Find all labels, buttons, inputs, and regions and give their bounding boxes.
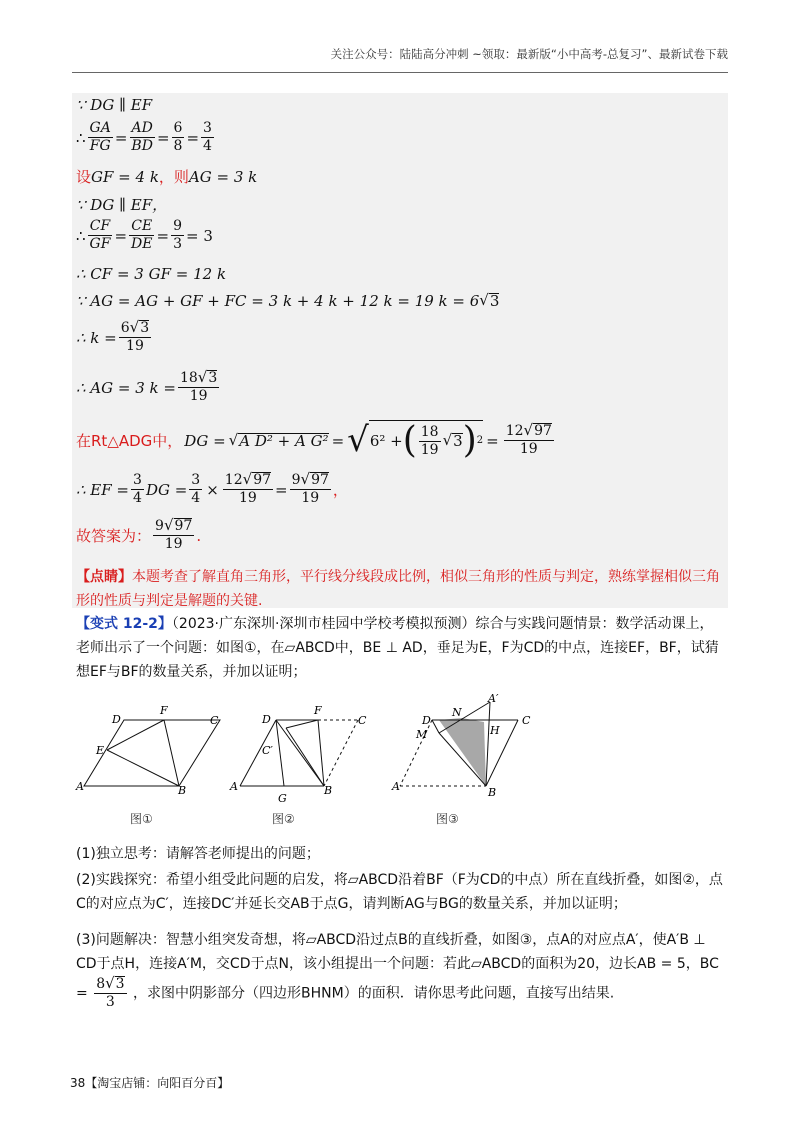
fraction: 8 √ 3 3: [96, 974, 125, 1010]
label-C: C: [358, 714, 367, 727]
figure-3-caption: 图③: [436, 812, 459, 826]
fraction: 12 √ 97 19: [505, 421, 552, 457]
label-M: M: [416, 728, 428, 741]
label-F: F: [314, 704, 322, 717]
fraction: 12 √ 97 19: [224, 470, 272, 506]
fraction: 9 √ 97 19: [155, 516, 193, 552]
comment-block: 【点睛】本题考查了解直角三角形，平行线分线段成比例，相似三角形的性质与判定，熟练掌握相似三角形的性质与判定是解题的关键.: [76, 569, 720, 609]
fraction: $\frac{CF}{GF}$: [89, 218, 111, 252]
fraction: $\frac{GA}{FG}$: [89, 120, 111, 154]
label-G: G: [278, 792, 287, 805]
therefore-symbol: ∴: [76, 128, 86, 147]
fraction: $\frac{3}{4}$: [191, 472, 201, 506]
label-A: A: [230, 780, 238, 793]
fraction: 6 √ 3 19: [120, 318, 150, 354]
sqrt-large: √ 6² + ( $\frac{18}{19}$ √ 3 ) 2: [347, 420, 484, 461]
fraction: $\frac{18}{19}$: [420, 423, 439, 458]
solution-line-3: 设 GF = 4 k ，则 AG = 3 k: [76, 167, 258, 186]
label-F: F: [160, 704, 168, 717]
solution-line-5: ∴ $\frac{CF}{GF}$ = $\frac{CE}{DE}$ = $\frac{9}{3}$ = 3: [76, 218, 213, 252]
label-D: D: [112, 713, 121, 726]
label-D: D: [262, 713, 271, 726]
label-C: C: [210, 714, 219, 727]
fraction: $\frac{3}{4}$: [133, 472, 142, 506]
figure-2-caption: 图②: [272, 812, 295, 826]
label-A-prime: A′: [488, 692, 499, 705]
label-D: D: [422, 714, 431, 727]
fraction: 18 √ 3 19: [179, 368, 218, 404]
question-1: (1)独立思考：请解答老师提出的问题；: [76, 846, 320, 862]
figure-1: [74, 698, 224, 806]
page-footer: [70, 1074, 229, 1091]
sqrt: √ 3: [479, 291, 500, 310]
figure-2: [228, 698, 376, 806]
label-E: E: [96, 744, 105, 757]
solution-line-4: ∵ DG ∥ EF，: [76, 196, 168, 214]
fraction: 9 √ 97 19: [291, 470, 329, 506]
sqrt: √ A D² + A G²: [228, 430, 329, 450]
label-B: B: [488, 786, 497, 799]
label-B: B: [178, 784, 187, 797]
page-header: 关注公众号：陆陆高分冲刺 ~领取：最新版“小中高考-总复习”、最新试卷下载: [330, 47, 728, 61]
solution-line-2: ∴ $\frac{GA}{FG}$ = $\frac{AD}{BD}$ = $\frac{6}{8}$ = $\frac{3}{4}$: [76, 120, 212, 154]
solution-line-7: ∵ AG = AG + GF + FC = 3 k + 4 k + 12 k = 19 k = 6 √ 3: [76, 291, 500, 310]
label-H: H: [490, 724, 500, 737]
figure-3: [390, 690, 550, 806]
footer-text: 【淘宝店铺：向阳百分百】: [85, 1076, 230, 1090]
fraction: $\frac{6}{8}$: [173, 120, 183, 154]
question-2: (2)实践探究：希望小组受此问题的启发，将▱ABCD沿着BF（F为CD的中点）所在直线折叠，如图②，点C的对应点为C′，连接DC′并延长交AB于点G，请判断AG与BG的数量关系，并加以证明；: [76, 872, 723, 912]
label-A: A: [76, 780, 84, 793]
label-C-prime: C′: [262, 744, 273, 757]
solution-line-1: ∵ DG ∥ EF: [76, 96, 153, 114]
label-A: A: [392, 780, 400, 793]
solution-line-9: ∴ AG = 3 k = 18 √ 3 19: [76, 368, 218, 404]
label-B: B: [324, 784, 333, 797]
question-3: (3)问题解决：智慧小组突发奇想，将▱ABCD沿过点B的直线折叠，如图③，点A的对应点A′，使A′B ⊥ CD于点H，连接A′M，交CD于点N，该小组提出一个问题：若此▱ABCD的面积为20，边长AB = 5，BC = 8 √ 3 3 ，求图中阴影部分（四边形BHNM）的面积．请你思考此问题，直接写出结果.: [76, 932, 719, 1010]
solution-line-6: ∴ CF = 3 GF = 12 k: [76, 265, 227, 283]
solution-line-11: ∴ EF = $\frac{3}{4}$ DG = $\frac{3}{4}$ × 12 √ 97 19 = 9 √ 97 19 ，: [76, 470, 348, 506]
fraction: $\frac{3}{4}$: [203, 120, 212, 154]
solution-line-10: 在Rt △ADG中， DG = √ A D² + A G² = √ 6² + ( $\frac{18}{19}$ √ 3 ) 2 = 12 √ 97 19: [76, 420, 552, 461]
solution-line-8: ∴ k = 6 √ 3 19: [76, 318, 150, 354]
problem-intro: 【变式 12-2】（2023·广东深圳·深圳市桂园中学校考模拟预测）综合与实践问题情景：数学活动课上，老师出示了一个问题：如图①，在▱ABCD中，BE ⊥ AD，垂足为E，F为CD的中点，连接EF，BF，试猜想EF与BF的数量关系，并加以证明；: [76, 616, 719, 680]
solution-line-12: 故答案为： 9 √ 97 19 .: [76, 516, 202, 552]
figure-1-caption: 图①: [130, 812, 153, 826]
page-number: 38: [70, 1076, 86, 1090]
fraction: $\frac{9}{3}$: [173, 218, 182, 252]
fraction: $\frac{AD}{BD}$: [131, 120, 153, 154]
label-C: C: [522, 714, 531, 727]
parallelogram-abcd: [84, 720, 220, 786]
header-rule: [72, 72, 728, 73]
label-N: N: [452, 706, 462, 719]
fraction: $\frac{CE}{DE}$: [131, 218, 153, 252]
